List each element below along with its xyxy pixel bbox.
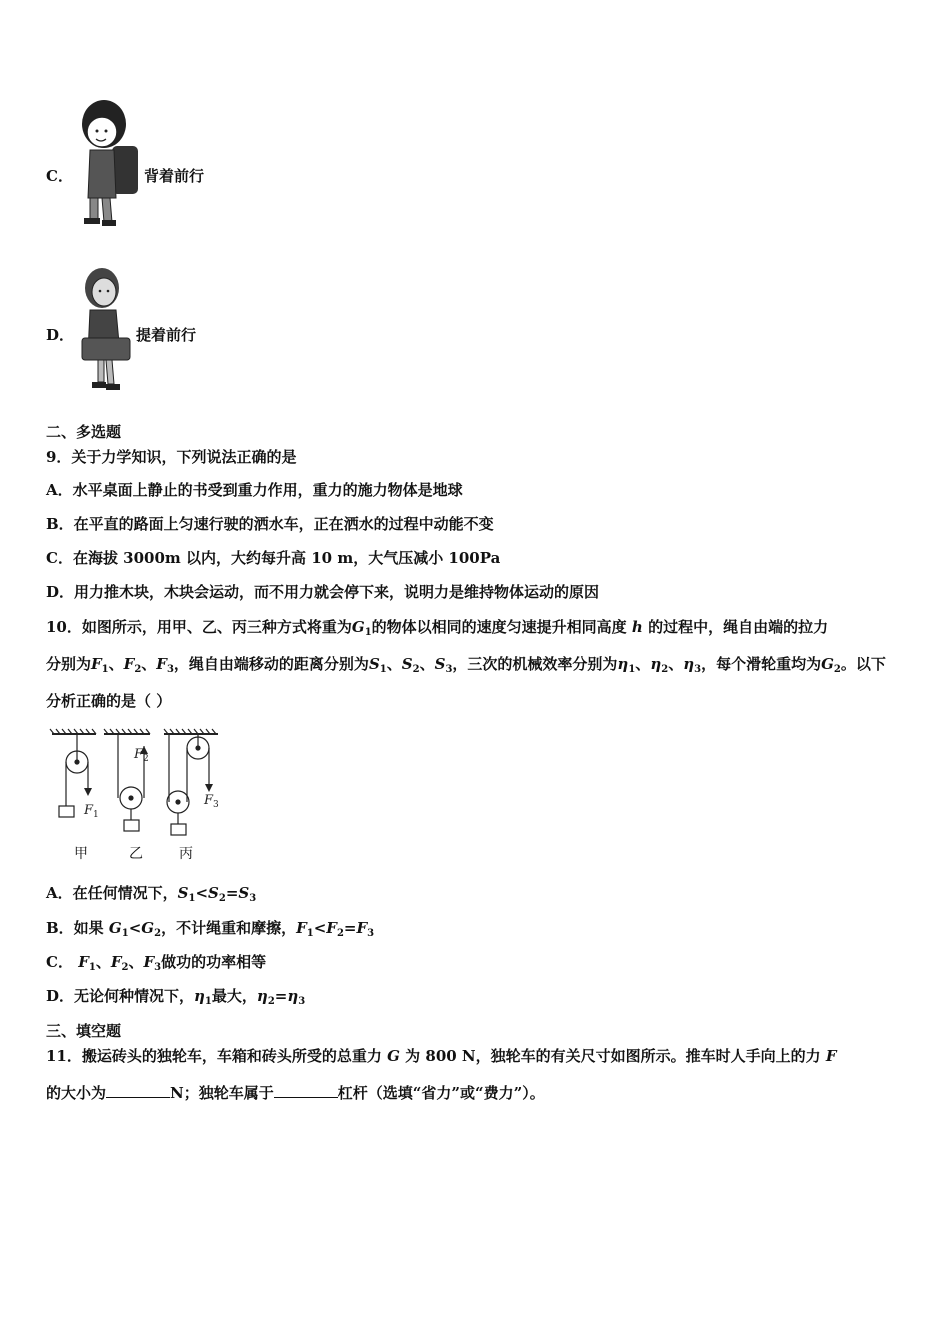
question-10-line-1: 10．如图所示，用甲、乙、丙三种方式将重为$G_1$的物体以相同的速度匀速提升相同高度 h 的过程中，绳自由端的拉力 <box>46 618 829 638</box>
section-heading-multiple-choice: 二、多选题 <box>46 423 122 441</box>
question-11-line-1: 11．搬运砖头的独轮车，车箱和砖头所受的总重力 G 为 800 N，独轮车的有关尺寸如图所示。推车时人手向上的力 F <box>46 1047 837 1065</box>
child-carrying-bag-figure <box>76 264 136 398</box>
answer-blank-force[interactable] <box>106 1085 170 1098</box>
option-c-text: 背着前行 <box>144 167 205 185</box>
caption-jia: 甲 <box>74 846 88 862</box>
force-label-f1: $F_1$ <box>84 803 99 820</box>
question-10-option-b: B．如果 $G_1<G_2$，不计绳重和摩擦，$F_1<F_2=F_3$ <box>46 919 375 939</box>
question-9-option-c: C．在海拔 3000m 以内，大约每升高 10 m，大气压减小 100Pa <box>46 549 501 567</box>
force-label-f3: $F_3$ <box>204 793 219 810</box>
option-d-label: D． <box>46 326 75 344</box>
question-9-stem: 9．关于力学知识，下列说法正确的是 <box>46 448 297 466</box>
section-heading-fill-in: 三、填空题 <box>46 1022 122 1040</box>
caption-bing: 丙 <box>179 846 193 862</box>
force-label-f2: $F_2$ <box>134 747 149 764</box>
pulley-diagram <box>46 726 226 838</box>
question-9-option-d: D．用力推木块，木块会运动，而不用力就会停下来，说明力是维持物体运动的原因 <box>46 583 600 601</box>
question-10-line-2: 分别为$F_1$、$F_2$、$F_3$，绳自由端移动的距离分别为$S_1$、$S_2$、$S_3$，三次的机械效率分别为$\eta_1$、$\eta_2$、$\eta_3$，每个滑轮重均为$G_2$。以下 <box>46 655 886 675</box>
option-c-label: C． <box>46 167 73 185</box>
question-10-option-d: D．无论何种情况下，$\eta_1$最大，$\eta_2=\eta_3$ <box>46 987 306 1007</box>
question-10-option-a: A．在任何情况下，$S_1<S_2=S_3$ <box>46 884 257 904</box>
question-11-line-2: 的大小为 N；独轮车属于 杠杆（选填“省力”或“费力”）。 <box>46 1084 545 1102</box>
question-9-option-a: A．水平桌面上静止的书受到重力作用，重力的施力物体是地球 <box>46 481 463 499</box>
question-10-line-3: 分析正确的是（ ） <box>46 692 172 710</box>
child-backpack-figure <box>76 98 140 230</box>
question-10-option-c: C． $F_1$、$F_2$、$F_3$做功的功率相等 <box>46 953 267 973</box>
question-9-option-b: B．在平直的路面上匀速行驶的洒水车，正在洒水的过程中动能不变 <box>46 515 494 533</box>
option-d-text: 提着前行 <box>136 326 197 344</box>
caption-yi: 乙 <box>129 846 143 862</box>
answer-blank-lever-type[interactable] <box>274 1085 338 1098</box>
